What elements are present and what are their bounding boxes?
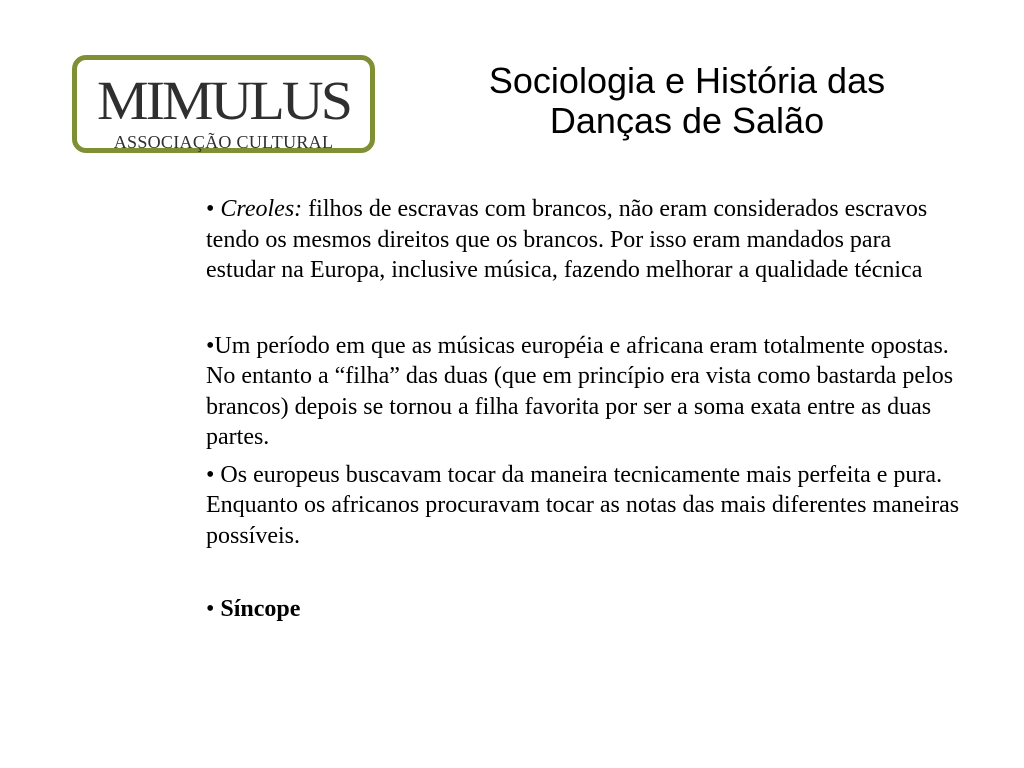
logo-wordmark: MIMULUS bbox=[97, 69, 350, 132]
logo-subtitle: ASSOCIAÇÃO CULTURAL bbox=[113, 132, 334, 152]
slide-title-line-2: Danças de Salão bbox=[549, 100, 825, 141]
mimulus-logo bbox=[72, 55, 375, 153]
bullet-text: Um período em que as músicas européia e africana eram totalmente opostas. No entanto a “filha” das duas (que em princípio era vista como bastarda pelos brancos) depois se tornou a filha favorita por ser a soma exata entre as duas partes. bbox=[206, 332, 954, 450]
slide-title-line-1: Sociologia e História das bbox=[488, 60, 886, 101]
bullet-creoles bbox=[206, 194, 966, 286]
bullet-term-sincope: Síncope bbox=[220, 596, 301, 622]
bullet-marker: • bbox=[206, 596, 221, 622]
bullet-text: filhos de escravas com brancos, não eram considerados escravos tendo os mesmos direitos que os brancos. Por isso eram mandados para estudar na Europa, inclusive música, fazendo melhorar a qualidade técnica bbox=[206, 196, 928, 283]
bullet-periodo bbox=[206, 331, 966, 453]
bullet-europeus bbox=[206, 460, 966, 552]
bullet-marker: • bbox=[206, 332, 215, 359]
bullet-marker: • bbox=[206, 196, 221, 222]
bullet-sincope bbox=[206, 594, 966, 625]
bullet-term-creoles: Creoles: bbox=[220, 196, 303, 222]
bullet-marker: • bbox=[206, 461, 221, 488]
slide-body bbox=[206, 194, 966, 625]
slide-title bbox=[445, 61, 929, 141]
bullet-text: Os europeus buscavam tocar da maneira tecnicamente mais perfeita e pura. Enquanto os africanos procuravam tocar as notas das mais diferentes maneiras possíveis. bbox=[206, 461, 960, 549]
